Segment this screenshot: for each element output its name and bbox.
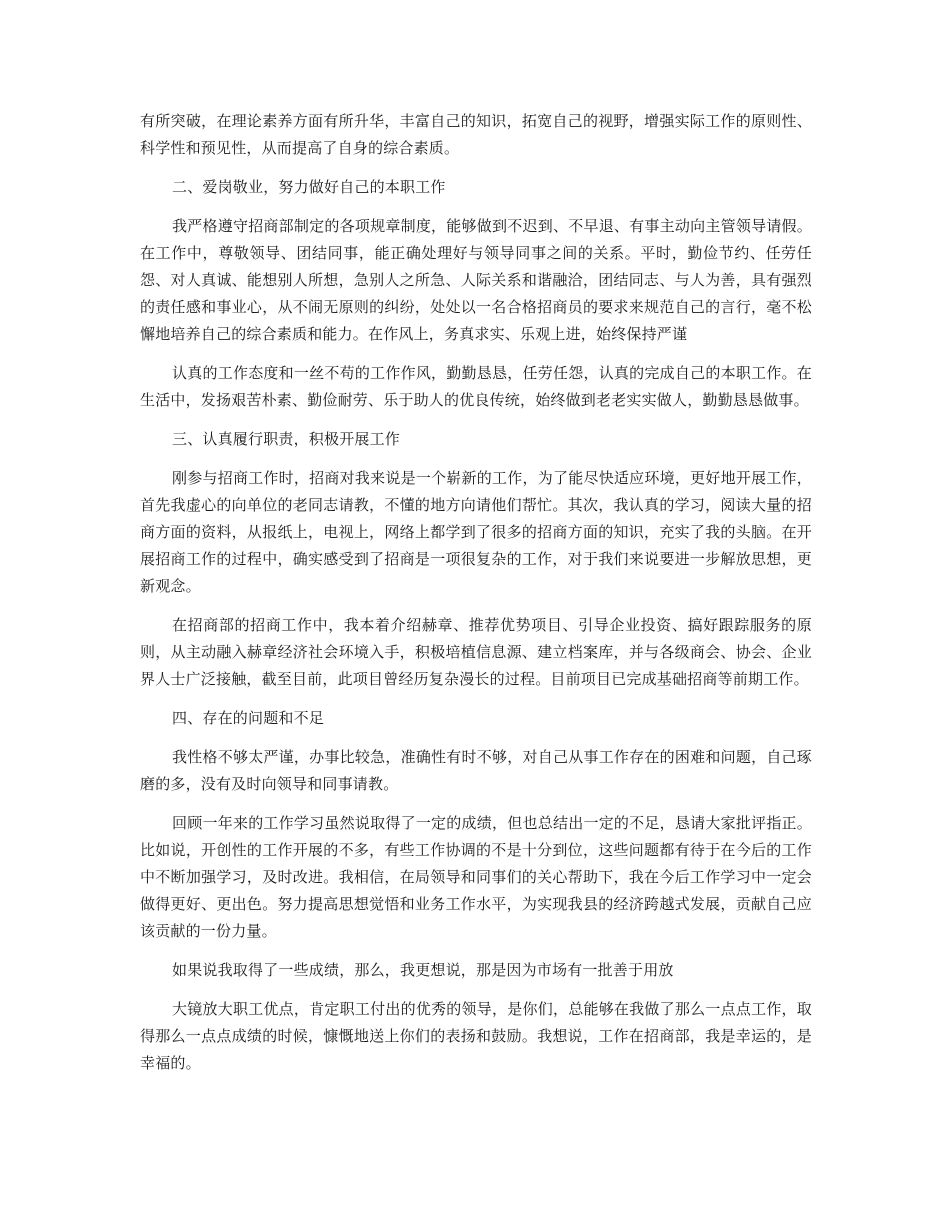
- paragraph: 在招商部的招商工作中，我本着介绍赫章、推荐优势项目、引导企业投资、搞好跟踪服务的原则，从主动融入赫章经济社会环境入手，积极培植信息源、建立档案库，并与各级商会、协会、企业界人士广泛接触，截至目前，此项目曾经历复杂漫长的过程。目前项目已完成基础招商等前期工作。: [140, 616, 812, 688]
- paragraph: 刚参与招商工作时，招商对我来说是一个崭新的工作，为了能尽快适应环境，更好地开展工作，首先我虚心的向单位的老同志请教，不懂的地方向请他们帮忙。其次，我认真的学习，阅读大量的招商方面的资料，从报纸上，电视上，网络上都学到了很多的招商方面的知识，充实了我的头脑。在开展招商工作的过程中，确实感受到了招商是一项很复杂的工作，对于我们来说要进一步解放思想，更新观念。: [140, 469, 812, 595]
- paragraph: 我性格不够太严谨，办事比较急，准确性有时不够，对自己从事工作存在的困难和问题，自己琢磨的多，没有及时向领导和同事请教。: [140, 748, 812, 793]
- section-heading-2: 二、爱岗敬业，努力做好自己的本职工作: [172, 178, 446, 196]
- paragraph: 我严格遵守招商部制定的各项规章制度，能够做到不迟到、不早退、有事主动向主管领导请假。在工作中，尊敬领导、团结同事，能正确处理好与领导同事之间的关系。平时，勤俭节约、任劳任怨、对人真诚、能想别人所想，急别人之所急、人际关系和谐融洽，团结同志、与人为善，具有强烈的责任感和事业心，从不闹无原则的纠纷，处处以一名合格招商员的要求来规范自己的言行，毫不松懈地培养自己的综合素质和能力。在作风上，务真求实、乐观上进，始终保持严谨: [140, 217, 812, 343]
- paragraph: 大镜放大职工优点，肯定职工付出的优秀的领导，是你们，总能够在我做了那么一点点工作，取得那么一点点成绩的时候，慷慨地送上你们的表扬和鼓励。我想说，工作在招商部，我是幸运的，是幸福的。: [140, 1000, 812, 1072]
- paragraph: 如果说我取得了一些成绩，那么，我更想说，那是因为市场有一批善于用放: [172, 961, 674, 979]
- section-heading-3: 三、认真履行职责，积极开展工作: [172, 430, 401, 448]
- paragraph: 认真的工作态度和一丝不苟的工作作风，勤勤恳恳，任劳任怨，认真的完成自己的本职工作。在生活中，发扬艰苦朴素、勤俭耐劳、乐于助人的优良传统，始终做到老老实实做人，勤勤恳恳做事。: [140, 364, 812, 409]
- section-heading-4: 四、存在的问题和不足: [172, 709, 325, 727]
- paragraph: 回顾一年来的工作学习虽然说取得了一定的成绩，但也总结出一定的不足，恳请大家批评指正。比如说，开创性的工作开展的不多，有些工作协调的不是十分到位，这些问题都有待于在今后的工作中不断加强学习，及时改进。我相信，在局领导和同事们的关心帮助下，我在今后工作学习中一定会做得更好、更出色。努力提高思想觉悟和业务工作水平，为实现我县的经济跨越式发展，贡献自己应该贡献的一份力量。: [140, 814, 812, 940]
- paragraph-continuation: 有所突破，在理论素养方面有所升华，丰富自己的知识，拓宽自己的视野，增强实际工作的原则性、科学性和预见性，从而提高了自身的综合素质。: [140, 112, 812, 157]
- document-body: [140, 108, 812, 1089]
